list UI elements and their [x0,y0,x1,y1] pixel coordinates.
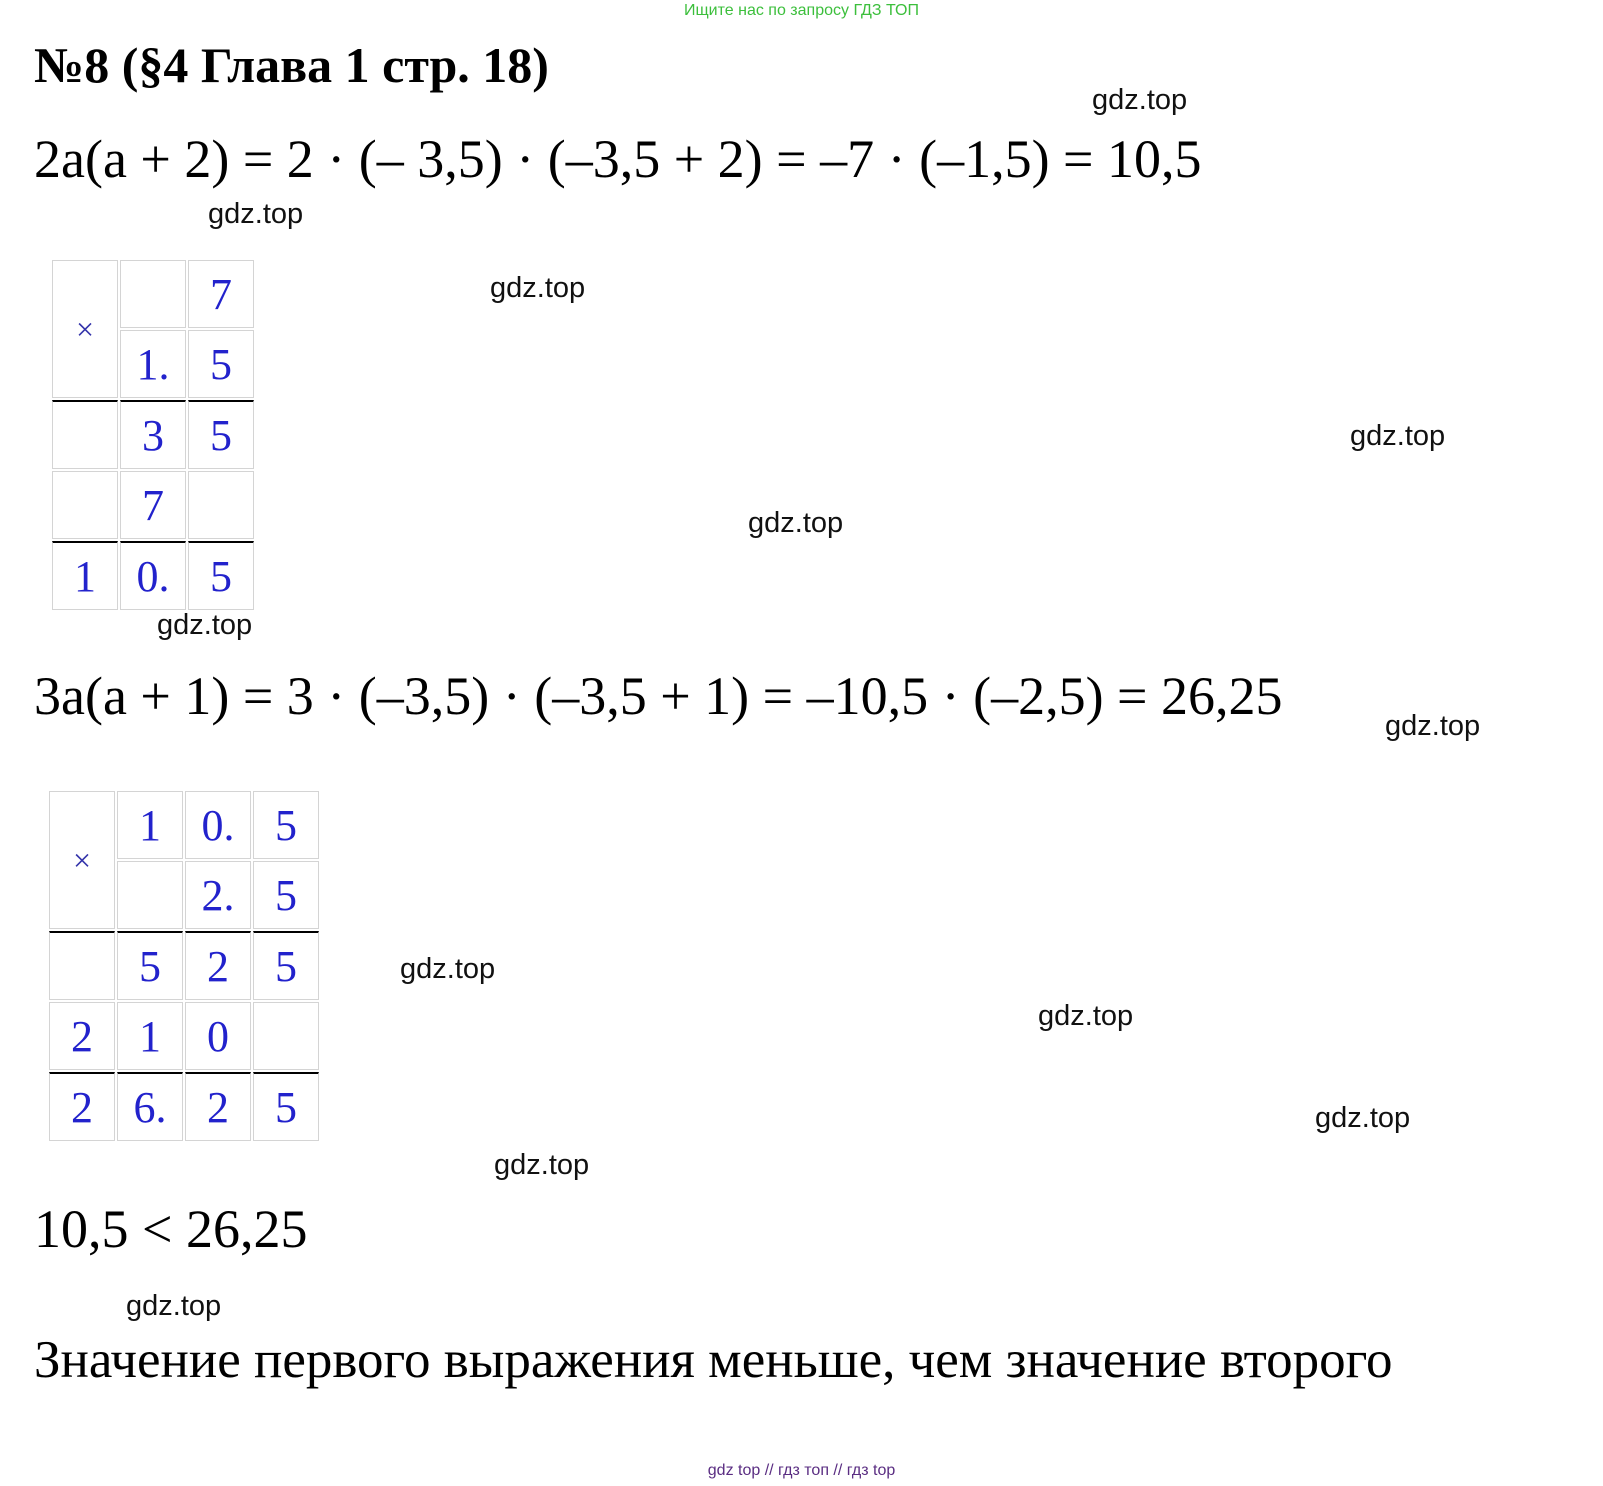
conclusion-text: Значение первого выражения меньше, чем значение второго [34,1331,1393,1389]
table-cell: 5 [253,931,319,1000]
comparison: 10,5 < 26,25 [34,1199,308,1259]
watermark: gdz.top [748,507,844,539]
table-cell [117,861,183,929]
watermark: gdz.top [1092,84,1188,116]
table-cell [52,471,118,539]
table-cell: 5 [188,400,254,469]
table-cell: 0. [185,791,251,859]
table-cell: 1 [117,791,183,859]
search-banner: Ищите нас по запросу ГДЗ ТОП [684,2,919,19]
table-cell: 2 [185,1072,251,1141]
page-title: №8 (§4 Глава 1 стр. 18) [34,37,549,93]
table-cell: 5 [253,861,319,929]
equation-1: 2a(a + 2) = 2 · (– 3,5) · (–3,5 + 2) = –7 · (–1,5) = 10,5 [34,129,1202,189]
table-cell: 5 [117,931,183,1000]
watermark: gdz.top [126,1290,222,1322]
multiply-sign: × [52,260,118,398]
watermark: gdz.top [1038,1000,1134,1032]
table-cell: 5 [188,541,254,610]
table-cell: 2 [49,1072,115,1141]
table-cell: 5 [188,330,254,398]
multiplication-table-1 [50,258,256,612]
watermark: gdz.top [1315,1102,1411,1134]
footer-links: gdz top // гдз топ // гдз top [707,1462,896,1479]
table-cell: 1 [52,541,118,610]
table-cell [188,471,254,539]
multiply-sign: × [49,791,115,929]
table-cell: 3 [120,400,186,469]
table-cell: 7 [120,471,186,539]
table-cell [120,260,186,328]
table-cell [52,400,118,469]
table-cell: 0 [185,1002,251,1070]
table-cell: 1 [117,1002,183,1070]
table-cell: 2 [49,1002,115,1070]
table-cell: 2. [185,861,251,929]
table-cell: 5 [253,1072,319,1141]
watermark: gdz.top [400,953,496,985]
table-cell: 0. [120,541,186,610]
watermark: gdz.top [1350,420,1446,452]
watermark: gdz.top [208,198,304,230]
equation-2: 3a(a + 1) = 3 · (–3,5) · (–3,5 + 1) = –10,5 · (–2,5) = 26,25 [34,666,1283,726]
table-cell: 2 [185,931,251,1000]
table-cell: 5 [253,791,319,859]
watermark: gdz.top [1385,710,1481,742]
table-cell [253,1002,319,1070]
table-cell: 1. [120,330,186,398]
multiplication-table-2 [47,789,321,1143]
watermark: gdz.top [490,272,586,304]
table-cell [49,931,115,1000]
table-cell: 6. [117,1072,183,1141]
watermark: gdz.top [494,1149,590,1181]
watermark: gdz.top [157,609,253,641]
table-cell: 7 [188,260,254,328]
